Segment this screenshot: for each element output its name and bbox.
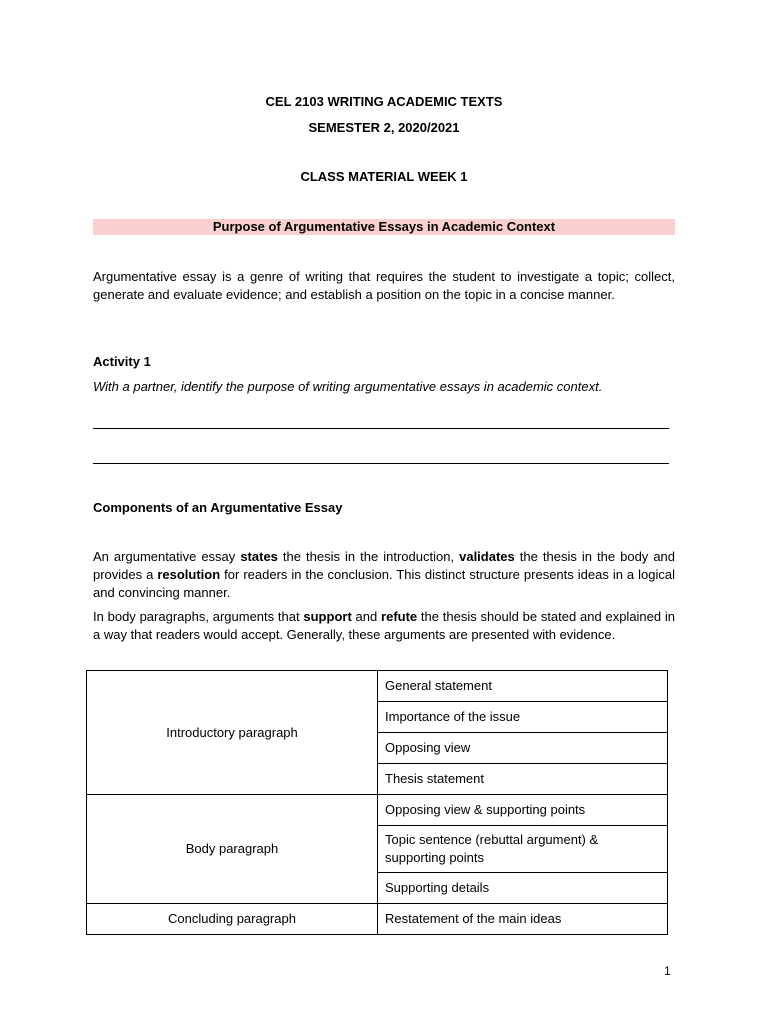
answer-line-1[interactable] [93,428,669,429]
p2-bold-support: support [303,609,352,624]
activity-title: Activity 1 [93,354,151,369]
p2-text-2: and [351,609,382,624]
table-cell: Topic sentence (rebuttal argument) & supporting points [378,826,668,873]
table-cell: Thesis statement [378,764,668,795]
body-paragraph-cell: Body paragraph [87,795,378,904]
intro-paragraph: Argumentative essay is a genre of writing that requires the student to investigate a topic; collect, generate and evaluate evidence; and establish a position on the topic in a concise manner. [93,269,675,302]
p2-text-1: In body paragraphs, arguments that [93,609,304,624]
p1-text-2: the thesis in the introduction, [277,549,460,564]
table-cell: General statement [378,671,668,702]
p1-bold-validates: validates [459,549,515,564]
p2-bold-refute: refute [381,609,418,624]
section-heading-purpose: Purpose of Argumentative Essays in Academic Context [93,219,675,235]
components-paragraph-1 [93,548,675,602]
components-table [86,670,668,935]
p1-bold-states: states [240,549,278,564]
p1-text-4: for readers in the conclusion. This distinct structure presents ideas in a logical and convincing manner. [93,567,675,600]
table-cell: Supporting details [378,873,668,904]
p1-bold-resolution: resolution [157,567,221,582]
activity-instruction: With a partner, identify the purpose of writing argumentative essays in academic context. [93,379,603,394]
table-cell: Opposing view [378,733,668,764]
semester-title: SEMESTER 2, 2020/2021 [308,120,460,135]
p1-text-1: An argumentative essay [93,549,241,564]
table-cell: Restatement of the main ideas [378,904,668,935]
page-number: 1 [664,964,671,978]
course-title: CEL 2103 WRITING ACADEMIC TEXTS [265,94,503,109]
table-row [87,904,668,935]
p2-text-3: the thesis should be stated and explained in a way that readers would accept. Generally, these arguments are presented with evidence. [93,609,676,642]
concluding-paragraph-cell: Concluding paragraph [87,904,378,935]
components-paragraph-2 [93,608,675,644]
table-row [87,795,668,826]
table-cell: Importance of the issue [378,702,668,733]
introductory-paragraph-cell: Introductory paragraph [87,671,378,795]
section-heading-components: Components of an Argumentative Essay [93,500,343,515]
p1-text-3: the thesis in the body and provides a [93,549,676,582]
answer-line-2[interactable] [93,463,669,464]
class-material-title: CLASS MATERIAL WEEK 1 [300,169,468,184]
table-cell: Opposing view & supporting points [378,795,668,826]
table-row [87,671,668,702]
